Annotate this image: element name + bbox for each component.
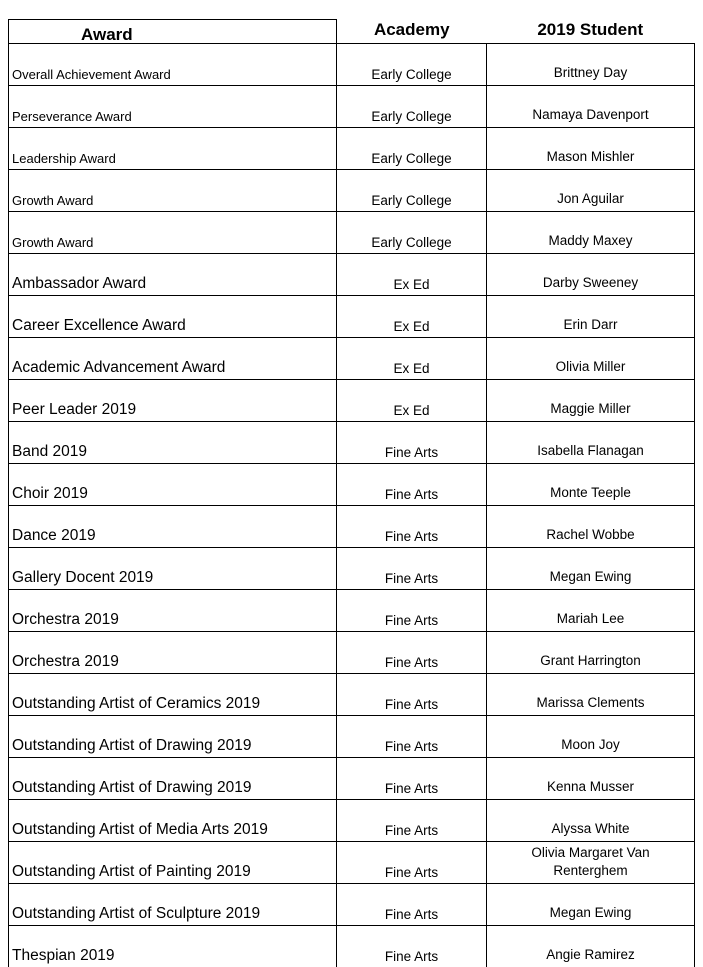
header-row	[9, 20, 695, 44]
academy-cell: Ex Ed	[337, 338, 487, 380]
academy-cell: Fine Arts	[337, 548, 487, 590]
table-row	[9, 800, 695, 842]
table-row	[9, 296, 695, 338]
award-cell: Outstanding Artist of Drawing 2019	[9, 716, 337, 758]
student-cell: Erin Darr	[487, 296, 695, 338]
award-cell: Ambassador Award	[9, 254, 337, 296]
header-academy: Academy	[337, 20, 487, 44]
academy-cell: Fine Arts	[337, 674, 487, 716]
academy-cell: Early College	[337, 170, 487, 212]
academy-cell: Early College	[337, 44, 487, 86]
table-row	[9, 674, 695, 716]
student-cell: Rachel Wobbe	[487, 506, 695, 548]
award-cell: Leadership Award	[9, 128, 337, 170]
academy-cell: Fine Arts	[337, 716, 487, 758]
student-cell: Megan Ewing	[487, 548, 695, 590]
student-cell: Darby Sweeney	[487, 254, 695, 296]
table-row	[9, 632, 695, 674]
table-row	[9, 884, 695, 926]
academy-cell: Fine Arts	[337, 632, 487, 674]
academy-cell: Ex Ed	[337, 296, 487, 338]
table-row	[9, 128, 695, 170]
academy-cell: Ex Ed	[337, 380, 487, 422]
award-cell: Overall Achievement Award	[9, 44, 337, 86]
award-cell: Peer Leader 2019	[9, 380, 337, 422]
academy-cell: Fine Arts	[337, 506, 487, 548]
award-cell: Band 2019	[9, 422, 337, 464]
table-row	[9, 590, 695, 632]
award-cell: Outstanding Artist of Sculpture 2019	[9, 884, 337, 926]
award-cell: Outstanding Artist of Ceramics 2019	[9, 674, 337, 716]
student-cell: Moon Joy	[487, 716, 695, 758]
table-row	[9, 380, 695, 422]
academy-cell: Fine Arts	[337, 422, 487, 464]
student-cell: Brittney Day	[487, 44, 695, 86]
table-row	[9, 464, 695, 506]
header-student: 2019 Student	[487, 20, 695, 44]
academy-cell: Fine Arts	[337, 884, 487, 926]
student-cell: Olivia Margaret Van Renterghem	[487, 842, 695, 884]
table-row	[9, 422, 695, 464]
table-row	[9, 212, 695, 254]
student-cell: Marissa Clements	[487, 674, 695, 716]
student-cell: Isabella Flanagan	[487, 422, 695, 464]
student-cell: Angie Ramirez	[487, 926, 695, 967]
academy-cell: Fine Arts	[337, 800, 487, 842]
academy-cell: Ex Ed	[337, 254, 487, 296]
table-row	[9, 506, 695, 548]
academy-cell: Fine Arts	[337, 464, 487, 506]
award-cell: Growth Award	[9, 212, 337, 254]
table-row	[9, 254, 695, 296]
award-cell: Choir 2019	[9, 464, 337, 506]
academy-cell: Fine Arts	[337, 758, 487, 800]
student-cell: Kenna Musser	[487, 758, 695, 800]
award-cell: Growth Award	[9, 170, 337, 212]
award-cell: Dance 2019	[9, 506, 337, 548]
academy-cell: Fine Arts	[337, 926, 487, 967]
table-row	[9, 716, 695, 758]
award-cell: Orchestra 2019	[9, 590, 337, 632]
awards-table	[8, 19, 695, 967]
table-row	[9, 548, 695, 590]
awards-table-body	[9, 44, 695, 967]
student-cell: Monte Teeple	[487, 464, 695, 506]
table-row	[9, 842, 695, 884]
award-cell: Thespian 2019	[9, 926, 337, 967]
student-cell: Maggie Miller	[487, 380, 695, 422]
academy-cell: Early College	[337, 128, 487, 170]
award-cell: Outstanding Artist of Media Arts 2019	[9, 800, 337, 842]
student-cell: Mariah Lee	[487, 590, 695, 632]
student-cell: Namaya Davenport	[487, 86, 695, 128]
academy-cell: Fine Arts	[337, 842, 487, 884]
award-cell: Career Excellence Award	[9, 296, 337, 338]
student-cell: Grant Harrington	[487, 632, 695, 674]
award-cell: Perseverance Award	[9, 86, 337, 128]
award-cell: Outstanding Artist of Painting 2019	[9, 842, 337, 884]
table-row	[9, 44, 695, 86]
award-cell: Gallery Docent 2019	[9, 548, 337, 590]
student-cell: Alyssa White	[487, 800, 695, 842]
student-cell: Jon Aguilar	[487, 170, 695, 212]
table-row	[9, 86, 695, 128]
table-row	[9, 338, 695, 380]
table-row	[9, 926, 695, 967]
award-cell: Academic Advancement Award	[9, 338, 337, 380]
header-award: Award	[9, 20, 337, 44]
academy-cell: Fine Arts	[337, 590, 487, 632]
academy-cell: Early College	[337, 212, 487, 254]
table-row	[9, 170, 695, 212]
student-cell: Maddy Maxey	[487, 212, 695, 254]
student-cell: Megan Ewing	[487, 884, 695, 926]
student-cell: Olivia Miller	[487, 338, 695, 380]
student-cell: Mason Mishler	[487, 128, 695, 170]
award-cell: Orchestra 2019	[9, 632, 337, 674]
awards-sheet	[8, 19, 694, 967]
academy-cell: Early College	[337, 86, 487, 128]
award-cell: Outstanding Artist of Drawing 2019	[9, 758, 337, 800]
table-row	[9, 758, 695, 800]
